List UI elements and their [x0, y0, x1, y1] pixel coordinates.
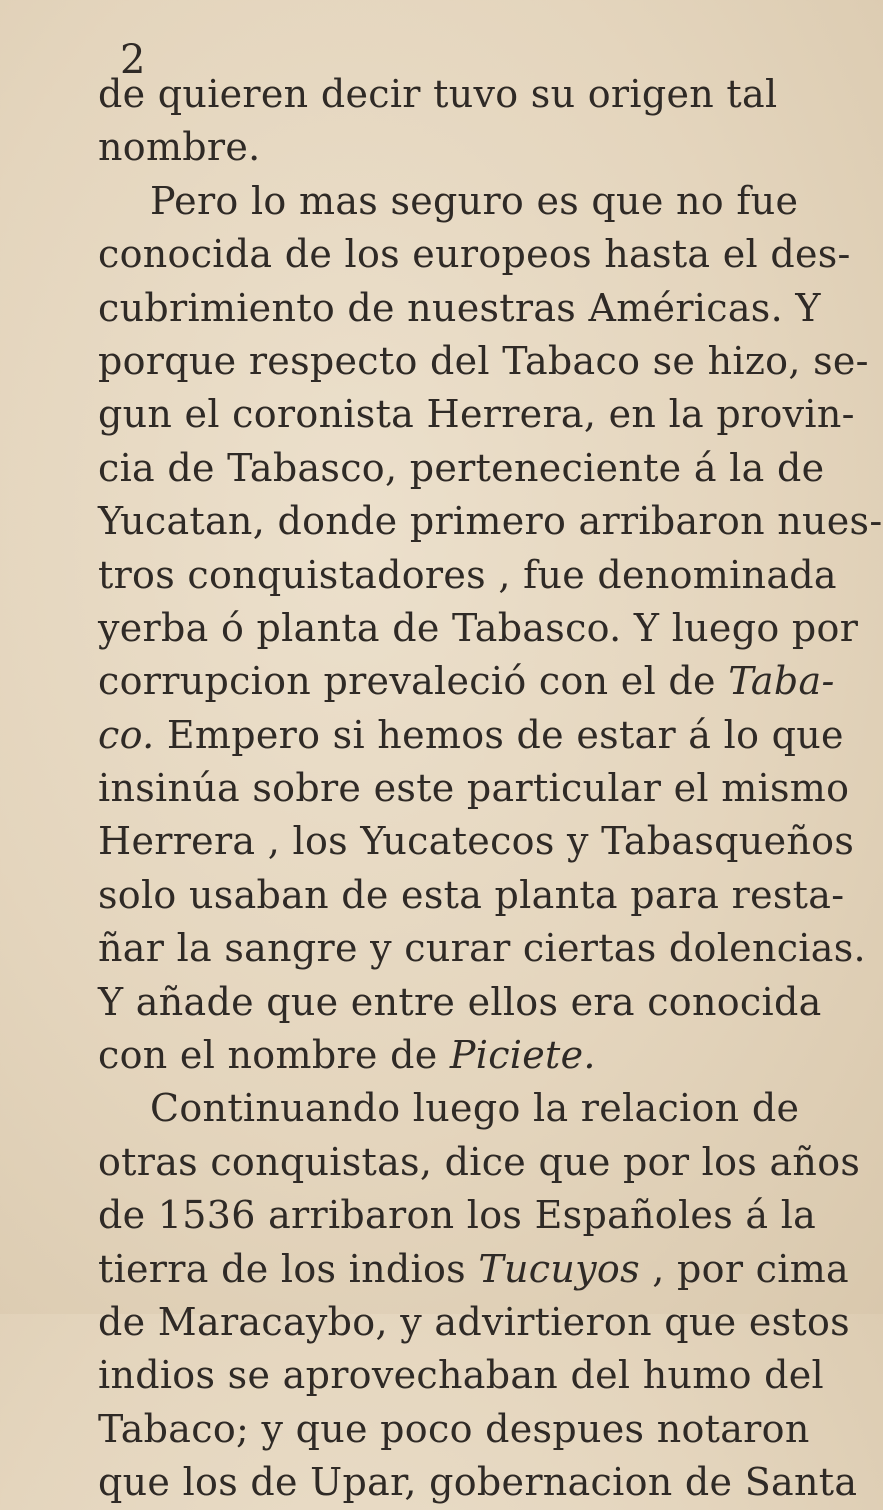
- text-line: solo usaban de esta planta para resta-: [98, 872, 845, 917]
- text-line: insinúa sobre este particular el mismo: [98, 766, 850, 811]
- text-line: Continuando luego la relacion de: [150, 1086, 800, 1131]
- text-line: Tabaco; y que poco despues notaron: [98, 1406, 810, 1451]
- text-line: de quieren decir tuvo su origen tal: [98, 72, 778, 116]
- text-line: Y añade que entre ellos era conocida: [98, 979, 822, 1024]
- text-line: Pero lo mas seguro es que no fue: [150, 178, 799, 223]
- text-line: con el nombre de Piciete.: [98, 1033, 596, 1078]
- body-text: [98, 68, 883, 1510]
- text-line: de 1536 arribaron los Españoles á la: [98, 1193, 817, 1238]
- text-line: otras conquistas, dice que por los años: [98, 1139, 861, 1184]
- text-line: corrupcion prevaleció con el de Taba-: [98, 659, 835, 704]
- text-line: nombre.: [98, 125, 261, 170]
- text-line: de Maracaybo, y advirtieron que estos: [98, 1299, 850, 1344]
- text-line: ñar la sangre y curar ciertas dolencias.: [98, 926, 866, 971]
- text-line: gun el coronista Herrera, en la provin-: [98, 392, 855, 437]
- text-line: yerba ó planta de Tabasco. Y luego por: [98, 605, 859, 650]
- text-line: porque respecto del Tabaco se hizo, se-: [98, 338, 869, 383]
- text-line: cubrimiento de nuestras Américas. Y: [98, 285, 821, 330]
- text-line: Yucatan, donde primero arribaron nues-: [98, 499, 883, 544]
- text-line: co. Empero si hemos de estar á lo que: [98, 712, 844, 757]
- text-line: tierra de los indios Tucuyos , por cima: [98, 1246, 849, 1291]
- text-line: conocida de los europeos hasta el des-: [98, 232, 851, 277]
- text-line: Herrera , los Yucatecos y Tabasqueños: [98, 819, 855, 864]
- text-line: que los de Upar, gobernacion de Santa: [98, 1460, 858, 1505]
- text-line: indios se aprovechaban del humo del: [98, 1353, 825, 1398]
- page-number: 2: [120, 37, 146, 83]
- text-line: cia de Tabasco, perteneciente á la de: [98, 445, 825, 490]
- text-line: tros conquistadores , fue denominada: [98, 552, 837, 597]
